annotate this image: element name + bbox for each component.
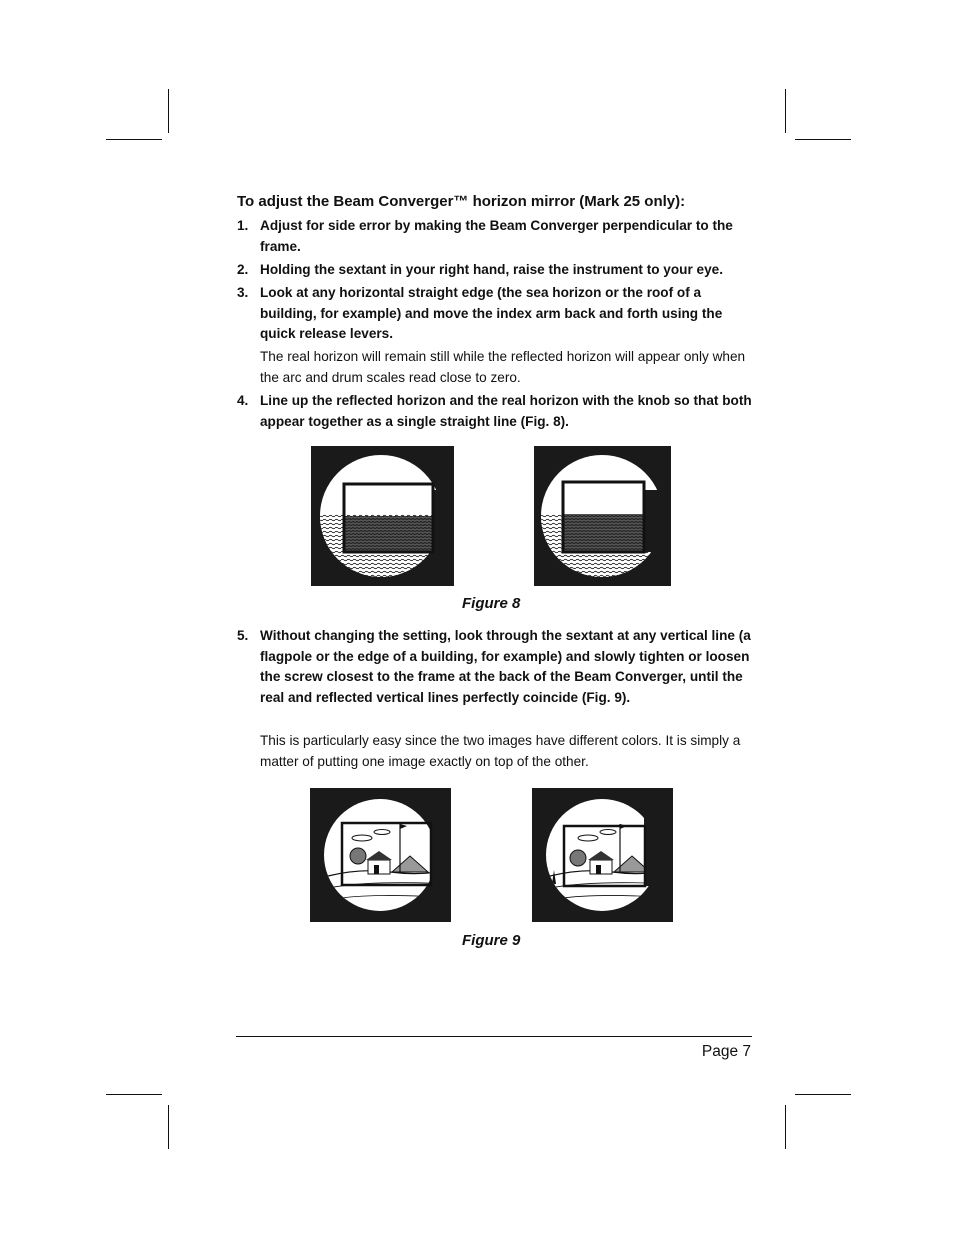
figure-8-right-image [534, 446, 671, 586]
step-5 [237, 626, 757, 708]
crop-mark [106, 1094, 162, 1095]
figure-8-caption: Figure 8 [462, 595, 521, 612]
step-number: 1. [237, 218, 249, 233]
step-number: 3. [237, 285, 249, 300]
page-number: Page 7 [701, 1043, 751, 1060]
step-number: 2. [237, 262, 249, 277]
crop-mark [785, 89, 786, 133]
crop-mark [795, 139, 851, 140]
step-text: Without changing the setting, look through the sextant at any vertical line (a flagpole or the edge of a building, for example) and slowly tighten or loosen the screw closest to the frame at the back of the Beam Converger, until the real and reflected vertical lines perfectly coincide (Fig. 9). [260, 628, 751, 705]
step-1 [237, 216, 757, 257]
step-text: Look at any horizontal straight edge (the sea horizon or the roof of a building, for example) and move the index arm back and forth using the quick release levers. [260, 285, 723, 341]
step-4 [237, 391, 757, 432]
step-number: 4. [237, 393, 249, 408]
figure-9-right-image [532, 788, 673, 922]
crop-mark [106, 139, 162, 140]
section-heading: To adjust the Beam Converger™ horizon mirror (Mark 25 only): [237, 193, 686, 210]
crop-mark [785, 1105, 786, 1149]
step-text: Adjust for side error by making the Beam Converger perpendicular to the frame. [260, 218, 733, 254]
crop-mark [795, 1094, 851, 1095]
step-5-note: This is particularly easy since the two images have different colors. It is simply a matter of putting one image exactly on top of the other. [260, 733, 741, 769]
step-text: Holding the sextant in your right hand, raise the instrument to your eye. [260, 262, 724, 277]
crop-mark [168, 89, 169, 133]
figure-8-left-image [311, 446, 454, 586]
step-2 [237, 260, 757, 281]
footer-rule [236, 1036, 752, 1037]
crop-mark [168, 1105, 169, 1149]
step-3-note: The real horizon will remain still while the reflected horizon will appear only when the arc and drum scales read close to zero. [260, 349, 746, 385]
figure-9-caption: Figure 9 [462, 932, 521, 949]
step-text: Line up the reflected horizon and the real horizon with the knob so that both appear together as a single straight line (Fig. 8). [260, 393, 752, 429]
step-3 [237, 283, 757, 345]
step-number: 5. [237, 628, 249, 643]
figure-9-left-image [310, 788, 451, 922]
